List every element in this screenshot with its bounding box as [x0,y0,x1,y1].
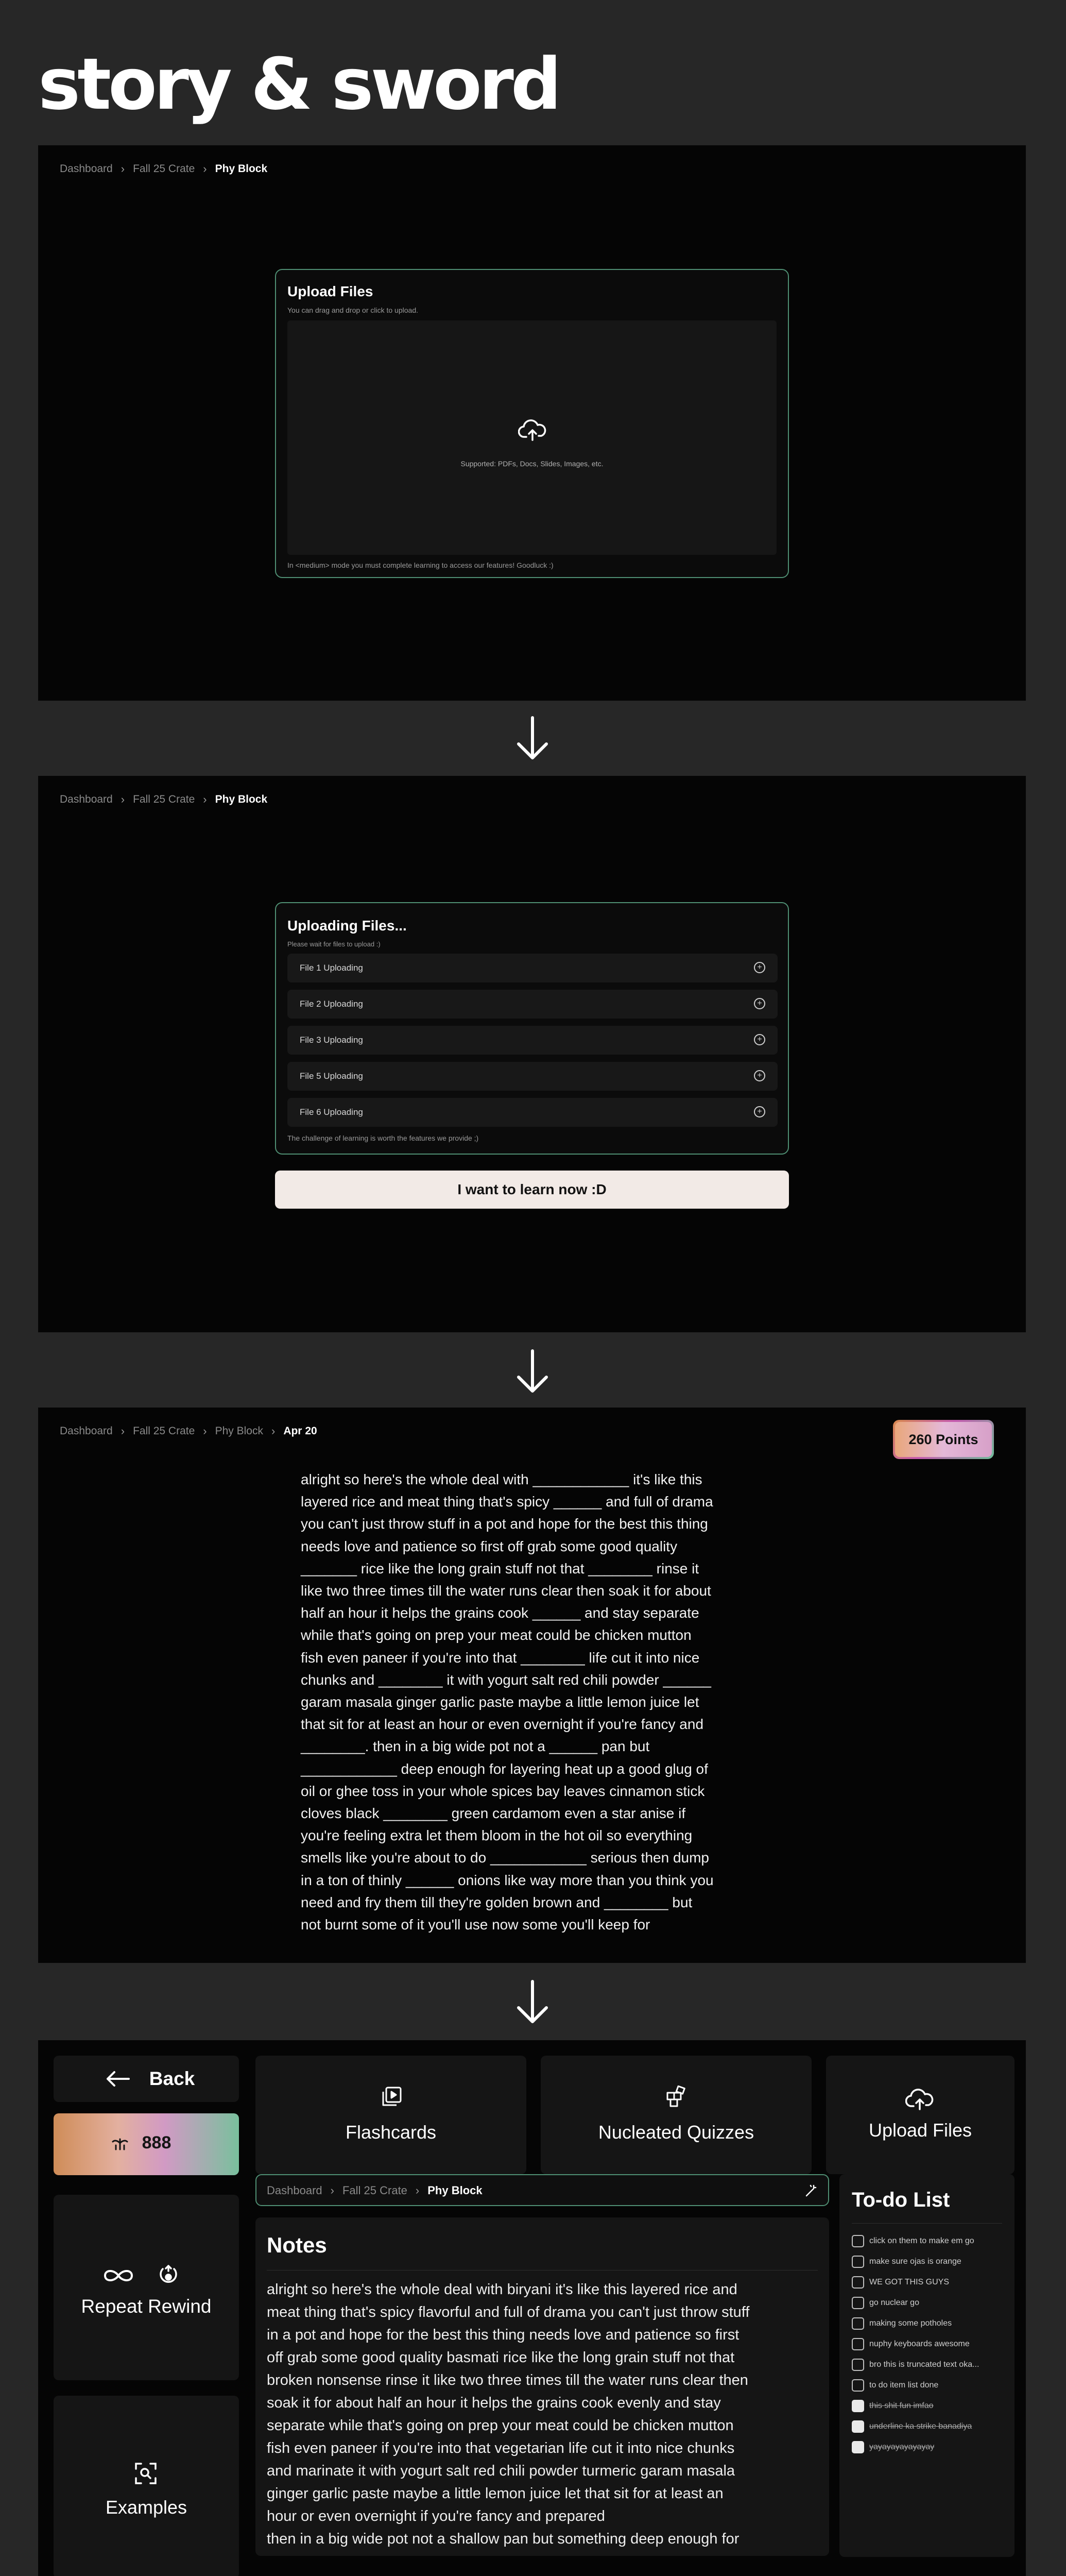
back-label: Back [149,2068,195,2089]
file-status: File 6 Uploading [300,1107,363,1117]
todo-item-label: make sure ojas is orange [869,2257,961,2266]
learn-now-button[interactable]: I want to learn now :D [275,1171,789,1209]
score-value: 888 [142,2133,171,2153]
notes-panel [255,2217,829,2556]
breadcrumb [60,162,267,176]
passage-line: oil or ghee toss in your whole spices bay leaves cinnamon stick [301,1783,705,1799]
todo-list-panel [839,2174,1015,2557]
checkbox[interactable] [852,2359,864,2371]
passage-line: you can't just throw stuff in a pot and hope for the best this thing [301,1516,708,1532]
chevron-right-icon: › [330,2184,334,2197]
passage-line: cloves black ________ green cardamom even a star anise if [301,1805,686,1822]
passage-line: _______ rice like the long grain stuff not that ________ rinse it [301,1560,699,1577]
breadcrumb-crate[interactable]: Fall 25 Crate [133,1425,195,1437]
passage-line: chunks and ________ it with yogurt salt red chili powder ______ [301,1671,711,1688]
todo-item-label: go nuclear go [869,2298,919,2307]
examples-button[interactable] [54,2396,239,2576]
passage-line: ________. then in a big wide pot not a ______ pan but [301,1738,650,1755]
passage-line: need and fry them till they're golden brown and ________ but [301,1894,693,1910]
upload-title: Upload Files [287,283,373,299]
breadcrumb-current: Phy Block [215,793,268,805]
notes-line: broken nonsense rinse it like two three times till the water runs clear then [267,2372,748,2388]
todo-title: To-do List [852,2189,950,2211]
chevron-right-icon: › [203,162,207,175]
todo-item[interactable] [852,2276,949,2289]
checkbox[interactable] [852,2256,864,2268]
uploading-files-card [275,902,789,1155]
flashcards-button[interactable] [255,2056,526,2174]
notes-line: separate while that's going on prep your meat could be chicken mutton [267,2417,734,2434]
notes-line: hour or even overnight if you're fancy and prepared [267,2508,605,2524]
passage-line: needs love and patience so first off grab some good quality [301,1538,678,1554]
checkbox[interactable] [852,2297,864,2309]
todo-item-label: to do item list done [869,2381,939,2389]
todo-item[interactable] [852,2297,919,2309]
points-value: 260 Points [895,1422,992,1457]
uploading-footer-note: The challenge of learning is worth the features we provide ;) [287,1134,479,1142]
back-button[interactable] [54,2056,239,2102]
breadcrumb-crate[interactable]: Fall 25 Crate [133,793,195,805]
breadcrumb-dashboard[interactable]: Dashboard [267,2184,322,2197]
passage-line: not burnt some of it you'll use now some you'll keep for [301,1917,650,1933]
todo-item[interactable] [852,2338,970,2350]
chevron-right-icon: › [121,162,125,175]
fill-in-passage [301,1468,790,1936]
chevron-right-icon: › [121,793,125,806]
arrow-down-icon [512,714,553,763]
quizzes-label: Nucleated Quizzes [598,2122,754,2143]
checkbox[interactable] [852,2420,864,2433]
todo-item-label: bro this is truncated text oka... [869,2360,979,2369]
infinity-icon [102,2267,135,2284]
repeat-rewind-label: Repeat Rewind [81,2296,212,2317]
file-status: File 2 Uploading [300,999,363,1009]
breadcrumb-bar [255,2174,829,2206]
passage-line: like two three times till the water runs clear then soak it for about [301,1583,711,1599]
breadcrumb [267,2184,483,2197]
blocks-icon [665,2086,688,2108]
breadcrumb-crate[interactable]: Fall 25 Crate [342,2184,407,2197]
checkbox[interactable] [852,2317,864,2330]
upload-subtitle: You can drag and drop or click to upload. [287,306,418,314]
checkbox[interactable] [852,2338,864,2350]
examples-label: Examples [105,2497,187,2518]
scan-search-icon [134,2462,158,2485]
learning-step-panel [38,1408,1026,1963]
passage-line: layered rice and meat thing that's spicy ______ and full of drama [301,1494,713,1510]
todo-item[interactable] [852,2420,972,2433]
breadcrumb-current: Phy Block [215,163,268,175]
file-status: File 1 Uploading [300,963,363,973]
nucleated-quizzes-button[interactable] [541,2056,812,2174]
notes-line: soak it for about half an hour it helps the grains cook evenly and stay [267,2395,721,2411]
todo-item-label: click on them to make em go [869,2236,974,2245]
todo-item[interactable] [852,2400,934,2412]
spinner-icon: + [754,1070,765,1081]
upload-files-card [275,269,789,578]
dashboard-step-panel [38,2040,1026,2576]
uploading-step-panel [38,776,1026,1332]
checkbox[interactable] [852,2379,864,2392]
passage-line: you're feeling extra let them bloom in the hot oil so everything [301,1827,693,1844]
breadcrumb-current: Apr 20 [283,1425,317,1437]
repeat-rewind-button[interactable] [54,2195,239,2380]
score-badge [54,2113,239,2175]
passage-line: smells like you're about to do ____________ serious then dump [301,1850,709,1866]
upload-label: Upload Files [868,2120,972,2141]
notes-line: off grab some good quality basmati rice like the long grain stuff not that [267,2349,735,2366]
todo-item-label: nuphy keyboards awesome [869,2340,970,2348]
flashcards-icon [380,2086,403,2108]
checkbox[interactable] [852,2441,864,2453]
breadcrumb [60,1425,317,1438]
passage-line: in a ton of thinly ______ onions like way more than you think you [301,1872,714,1888]
divider [852,2223,1002,2224]
todo-item[interactable] [852,2235,974,2247]
upload-footer-note: In <medium> mode you must complete learning to access our features! Goodluck :) [287,561,554,569]
breadcrumb [60,793,267,806]
chevron-right-icon: › [121,1425,125,1437]
file-row [287,1098,778,1127]
notes-line: alright so here's the whole deal with biryani it's like this layered rice and [267,2281,737,2298]
todo-item-label: WE GOT THIS GUYS [869,2278,949,2286]
upload-files-button[interactable] [826,2056,1015,2174]
notes-line: then in a big wide pot not a shallow pan but something deep enough for [267,2531,740,2547]
notes-line: and marinate it with yogurt salt red chili powder turmeric garam masala [267,2463,735,2479]
checkbox[interactable] [852,2276,864,2289]
notes-body[interactable] [267,2278,816,2550]
arrow-down-icon [512,1977,553,2027]
breadcrumb-block[interactable]: Phy Block [215,1425,263,1437]
breadcrumb-dashboard[interactable]: Dashboard [60,1425,113,1437]
rewind-icon [157,2264,180,2287]
todo-item[interactable] [852,2379,938,2392]
uploading-subtitle: Please wait for files to upload :) [287,940,381,948]
notes-line: in a pot and hope for the best this thing needs love and patience so first [267,2327,740,2343]
todo-item-label: yayayayayayayay [869,2443,935,2451]
arrow-down-icon [512,1347,553,1396]
breadcrumb-current: Phy Block [427,2184,483,2197]
uploading-title: Uploading Files... [287,918,407,934]
file-row [287,954,778,982]
passage-line: garam masala ginger garlic paste maybe a little lemon juice let [301,1694,699,1710]
passage-line: alright so here's the whole deal with ____________ it's like this [301,1471,702,1487]
flashcards-label: Flashcards [345,2122,437,2143]
file-row [287,1026,778,1055]
file-row [287,1062,778,1091]
spinner-icon: + [754,962,765,973]
notes-title: Notes [267,2233,327,2257]
breadcrumb-dashboard[interactable]: Dashboard [60,793,113,805]
todo-item-label: making some potholes [869,2319,952,2328]
cloud-upload-icon [518,418,547,442]
todo-item[interactable] [852,2256,961,2268]
file-dropzone[interactable] [287,320,777,555]
checkbox[interactable] [852,2235,864,2247]
chevron-right-icon: › [203,1425,207,1437]
todo-item[interactable] [852,2359,979,2371]
supported-formats: Supported: PDFs, Docs, Slides, Images, etc. [460,460,604,468]
todo-item-label: this shit fun imfao [869,2401,934,2410]
checkbox[interactable] [852,2400,864,2412]
todo-item[interactable] [852,2317,952,2330]
notes-line: fish even paneer if you're into that vegetarian life cut it into nice chunks [267,2440,735,2456]
passage-line: that sit for at least an hour or even overnight if you're fancy and [301,1716,704,1733]
chevron-right-icon: › [415,2184,420,2197]
chevron-right-icon: › [203,793,207,806]
points-badge [893,1420,994,1459]
file-status: File 3 Uploading [300,1035,363,1045]
passage-line: ____________ deep enough for layering heat up a good glug of [301,1760,708,1777]
breadcrumb-dashboard[interactable]: Dashboard [60,163,113,175]
notes-line: ginger garlic paste maybe a little lemon juice let that sit for at least an [267,2485,724,2502]
cloud-upload-icon [905,2088,934,2111]
brand-title: story & sword [38,43,559,126]
file-status: File 5 Uploading [300,1071,363,1081]
breadcrumb-crate[interactable]: Fall 25 Crate [133,163,195,175]
passage-line: half an hour it helps the grains cook ______ and stay separate [301,1605,699,1621]
spinner-icon: + [754,1034,765,1045]
todo-item[interactable] [852,2441,934,2453]
notes-line: meat thing that's spicy flavorful and full of drama you can't just throw stuff [267,2304,750,2320]
spinner-icon: + [754,1106,765,1117]
spinner-icon: + [754,998,765,1009]
chevron-right-icon: › [271,1425,276,1437]
passage-line: fish even paneer if you're into that ________ life cut it into nice [301,1649,700,1666]
upload-step-panel [38,145,1026,701]
wand-icon[interactable] [803,2183,818,2198]
file-row [287,990,778,1019]
todo-item-label: underline ka strike banadiya [869,2422,972,2431]
passage-line: while that's going on prep your meat could be chicken mutton [301,1627,692,1643]
